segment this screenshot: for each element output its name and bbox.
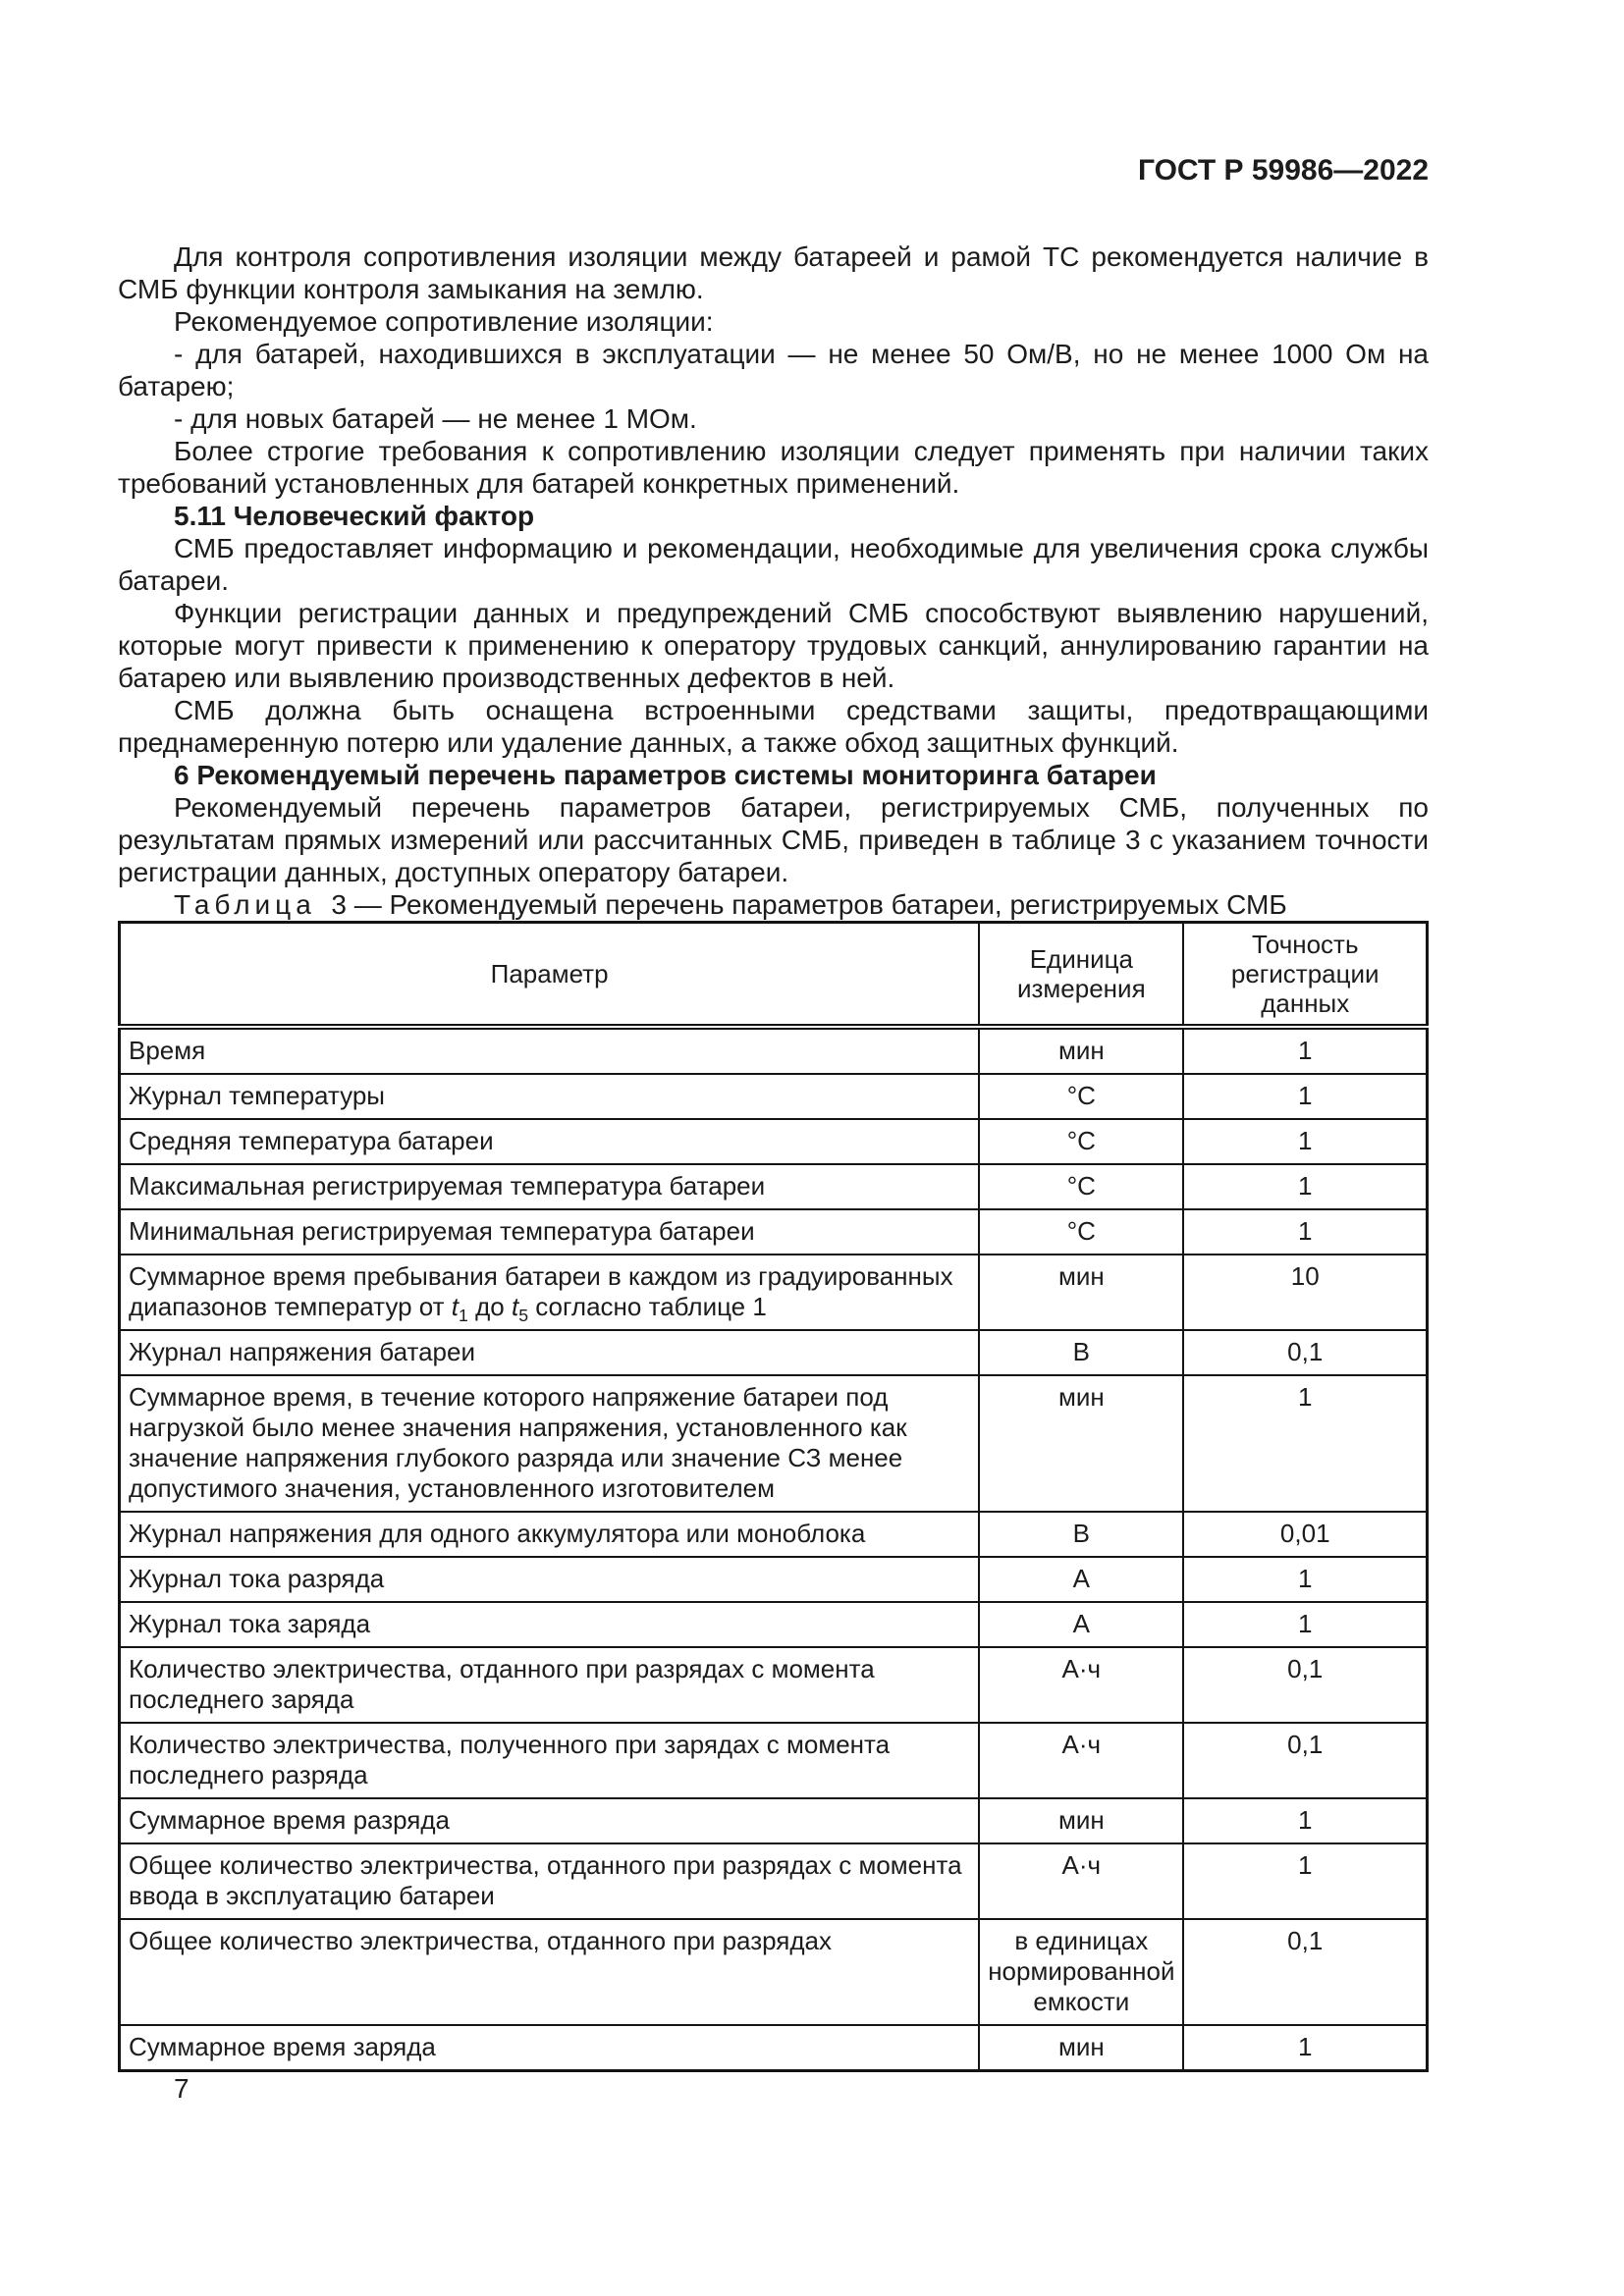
precision-cell: 1 — [1183, 1209, 1427, 1255]
unit-cell: в единицах нормированной емкости — [979, 1919, 1183, 2025]
param-cell: Суммарное время, в течение которого напряжение батареи под нагрузкой было менее значения напряжения, установленного как значение напряжения глубокого разряда или значение СЗ менее допустимого значения, установленного изготовителем — [120, 1375, 980, 1512]
table-row — [120, 1723, 1428, 1798]
page-number: 7 — [174, 2073, 189, 2104]
precision-cell: 1 — [1183, 1375, 1427, 1512]
param-cell: Средняя температура батареи — [120, 1119, 980, 1164]
table-caption-label: Таблица — [174, 889, 316, 920]
param-cell: Суммарное время пребывания батареи в каждом из градуированных диапазонов температур от $t_1$ до $t_5$ согласно таблице 1 — [120, 1255, 980, 1330]
paragraph-table3-intro: Рекомендуемый перечень параметров батареи, регистрируемых СМБ, полученных по результатам прямых измерений или рассчитанных СМБ, приведен в таблице 3 с указанием точности регистрации данных, доступных оператору батареи. — [118, 792, 1429, 887]
unit-cell: В — [979, 1512, 1183, 1557]
table-row — [120, 1919, 1428, 2025]
section-heading-6: 6 Рекомендуемый перечень параметров системы мониторинга батареи — [174, 760, 1157, 790]
table-row — [120, 1209, 1428, 1255]
paragraph-registration-functions: Функции регистрации данных и предупреждений СМБ способствуют выявлению нарушений, которые могут привести к применению к оператору трудовых санкций, аннулированию гарантии на батарею или выявлению производственных дефектов в ней. — [118, 598, 1429, 693]
unit-cell: мин — [979, 1255, 1183, 1330]
column-header-precision: Точность регистрации данных — [1183, 923, 1427, 1028]
unit-cell: А — [979, 1557, 1183, 1602]
precision-cell: 10 — [1183, 1255, 1427, 1330]
precision-cell: 1 — [1183, 1119, 1427, 1164]
table-row — [120, 2025, 1428, 2071]
precision-cell: 1 — [1183, 1074, 1427, 1119]
param-cell: Количество электричества, отданного при разрядах с момента последнего заряда — [120, 1647, 980, 1723]
table-row — [120, 1164, 1428, 1209]
param-cell: Журнал тока разряда — [120, 1557, 980, 1602]
param-cell: Время — [120, 1027, 980, 1074]
param-cell: Журнал тока заряда — [120, 1602, 980, 1647]
unit-cell: мин — [979, 1027, 1183, 1074]
table-row — [120, 1557, 1428, 1602]
precision-cell: 0,1 — [1183, 1330, 1427, 1375]
table-caption-text: — Рекомендуемый перечень параметров батареи, регистрируемых СМБ — [353, 889, 1287, 920]
table-row — [120, 1647, 1428, 1723]
param-cell: Максимальная регистрируемая температура батареи — [120, 1164, 980, 1209]
param-cell: Журнал напряжения для одного аккумулятора или моноблока — [120, 1512, 980, 1557]
unit-cell: А·ч — [979, 1647, 1183, 1723]
unit-cell: °С — [979, 1119, 1183, 1164]
param-cell: Минимальная регистрируемая температура батареи — [120, 1209, 980, 1255]
param-cell: Журнал температуры — [120, 1074, 980, 1119]
unit-cell: А·ч — [979, 1723, 1183, 1798]
table-row — [120, 1798, 1428, 1843]
doc-code-header: ГОСТ Р 59986—2022 — [1137, 154, 1429, 187]
table-row — [120, 1119, 1428, 1164]
unit-cell: В — [979, 1330, 1183, 1375]
table-row — [120, 1074, 1428, 1119]
param-cell: Журнал напряжения батареи — [120, 1330, 980, 1375]
precision-cell: 0,01 — [1183, 1512, 1427, 1557]
paragraph-stricter-requirements: Более строгие требования к сопротивлению изоляции следует применять при наличии таких требований установленных для батарей конкретных применений. — [118, 436, 1429, 499]
param-cell: Общее количество электричества, отданного при разрядах с момента ввода в эксплуатацию батареи — [120, 1843, 980, 1919]
precision-cell: 1 — [1183, 1798, 1427, 1843]
precision-cell: 0,1 — [1183, 1919, 1427, 2025]
unit-cell: °С — [979, 1074, 1183, 1119]
table-header-row — [120, 923, 1428, 1028]
unit-cell: °С — [979, 1164, 1183, 1209]
precision-cell: 0,1 — [1183, 1723, 1427, 1798]
table-caption — [118, 888, 1429, 921]
column-header-unit: Единица измерения — [979, 923, 1183, 1028]
unit-cell: мин — [979, 1375, 1183, 1512]
precision-cell: 1 — [1183, 1164, 1427, 1209]
paragraph-recommended-resistance: Рекомендуемое сопротивление изоляции: — [174, 306, 714, 337]
unit-cell: А·ч — [979, 1843, 1183, 1919]
precision-cell: 1 — [1183, 1027, 1427, 1074]
list-item-batteries-in-service: - для батарей, находившихся в эксплуатации — не менее 50 Ом/В, но не менее 1000 Ом на батарею; — [118, 339, 1429, 401]
list-item-new-batteries: - для новых батарей — не менее 1 МОм. — [174, 403, 697, 434]
table-row — [120, 1843, 1428, 1919]
table-row — [120, 1375, 1428, 1512]
table-row — [120, 1027, 1428, 1074]
unit-cell: мин — [979, 2025, 1183, 2071]
precision-cell: 1 — [1183, 1843, 1427, 1919]
table-row — [120, 1602, 1428, 1647]
param-cell: Общее количество электричества, отданного при разрядах — [120, 1919, 980, 2025]
paragraph-protection-means: СМБ должна быть оснащена встроенными средствами защиты, предотвращающими преднамеренную потерю или удаление данных, а также обход защитных функций. — [118, 695, 1429, 758]
column-header-parameter: Параметр — [120, 923, 980, 1028]
parameters-table — [118, 921, 1429, 2072]
precision-cell: 0,1 — [1183, 1647, 1427, 1723]
unit-cell: °С — [979, 1209, 1183, 1255]
table-row — [120, 1330, 1428, 1375]
param-cell: Суммарное время заряда — [120, 2025, 980, 2071]
body-text — [118, 240, 1429, 2105]
unit-cell: А — [979, 1602, 1183, 1647]
section-heading-5-11: 5.11 Человеческий фактор — [174, 501, 535, 531]
table-caption-number: 3 — [331, 889, 347, 920]
paragraph-smb-info: СМБ предоставляет информацию и рекомендации, необходимые для увеличения срока службы батареи. — [118, 533, 1429, 596]
unit-cell: мин — [979, 1798, 1183, 1843]
paragraph-insulation-control: Для контроля сопротивления изоляции между батареей и рамой ТС рекомендуется наличие в СМБ функции контроля замыкания на землю. — [118, 241, 1429, 304]
precision-cell: 1 — [1183, 1557, 1427, 1602]
precision-cell: 1 — [1183, 2025, 1427, 2071]
precision-cell: 1 — [1183, 1602, 1427, 1647]
table-row — [120, 1255, 1428, 1330]
param-cell: Суммарное время разряда — [120, 1798, 980, 1843]
table-row — [120, 1512, 1428, 1557]
param-cell: Количество электричества, полученного при зарядах с момента последнего разряда — [120, 1723, 980, 1798]
